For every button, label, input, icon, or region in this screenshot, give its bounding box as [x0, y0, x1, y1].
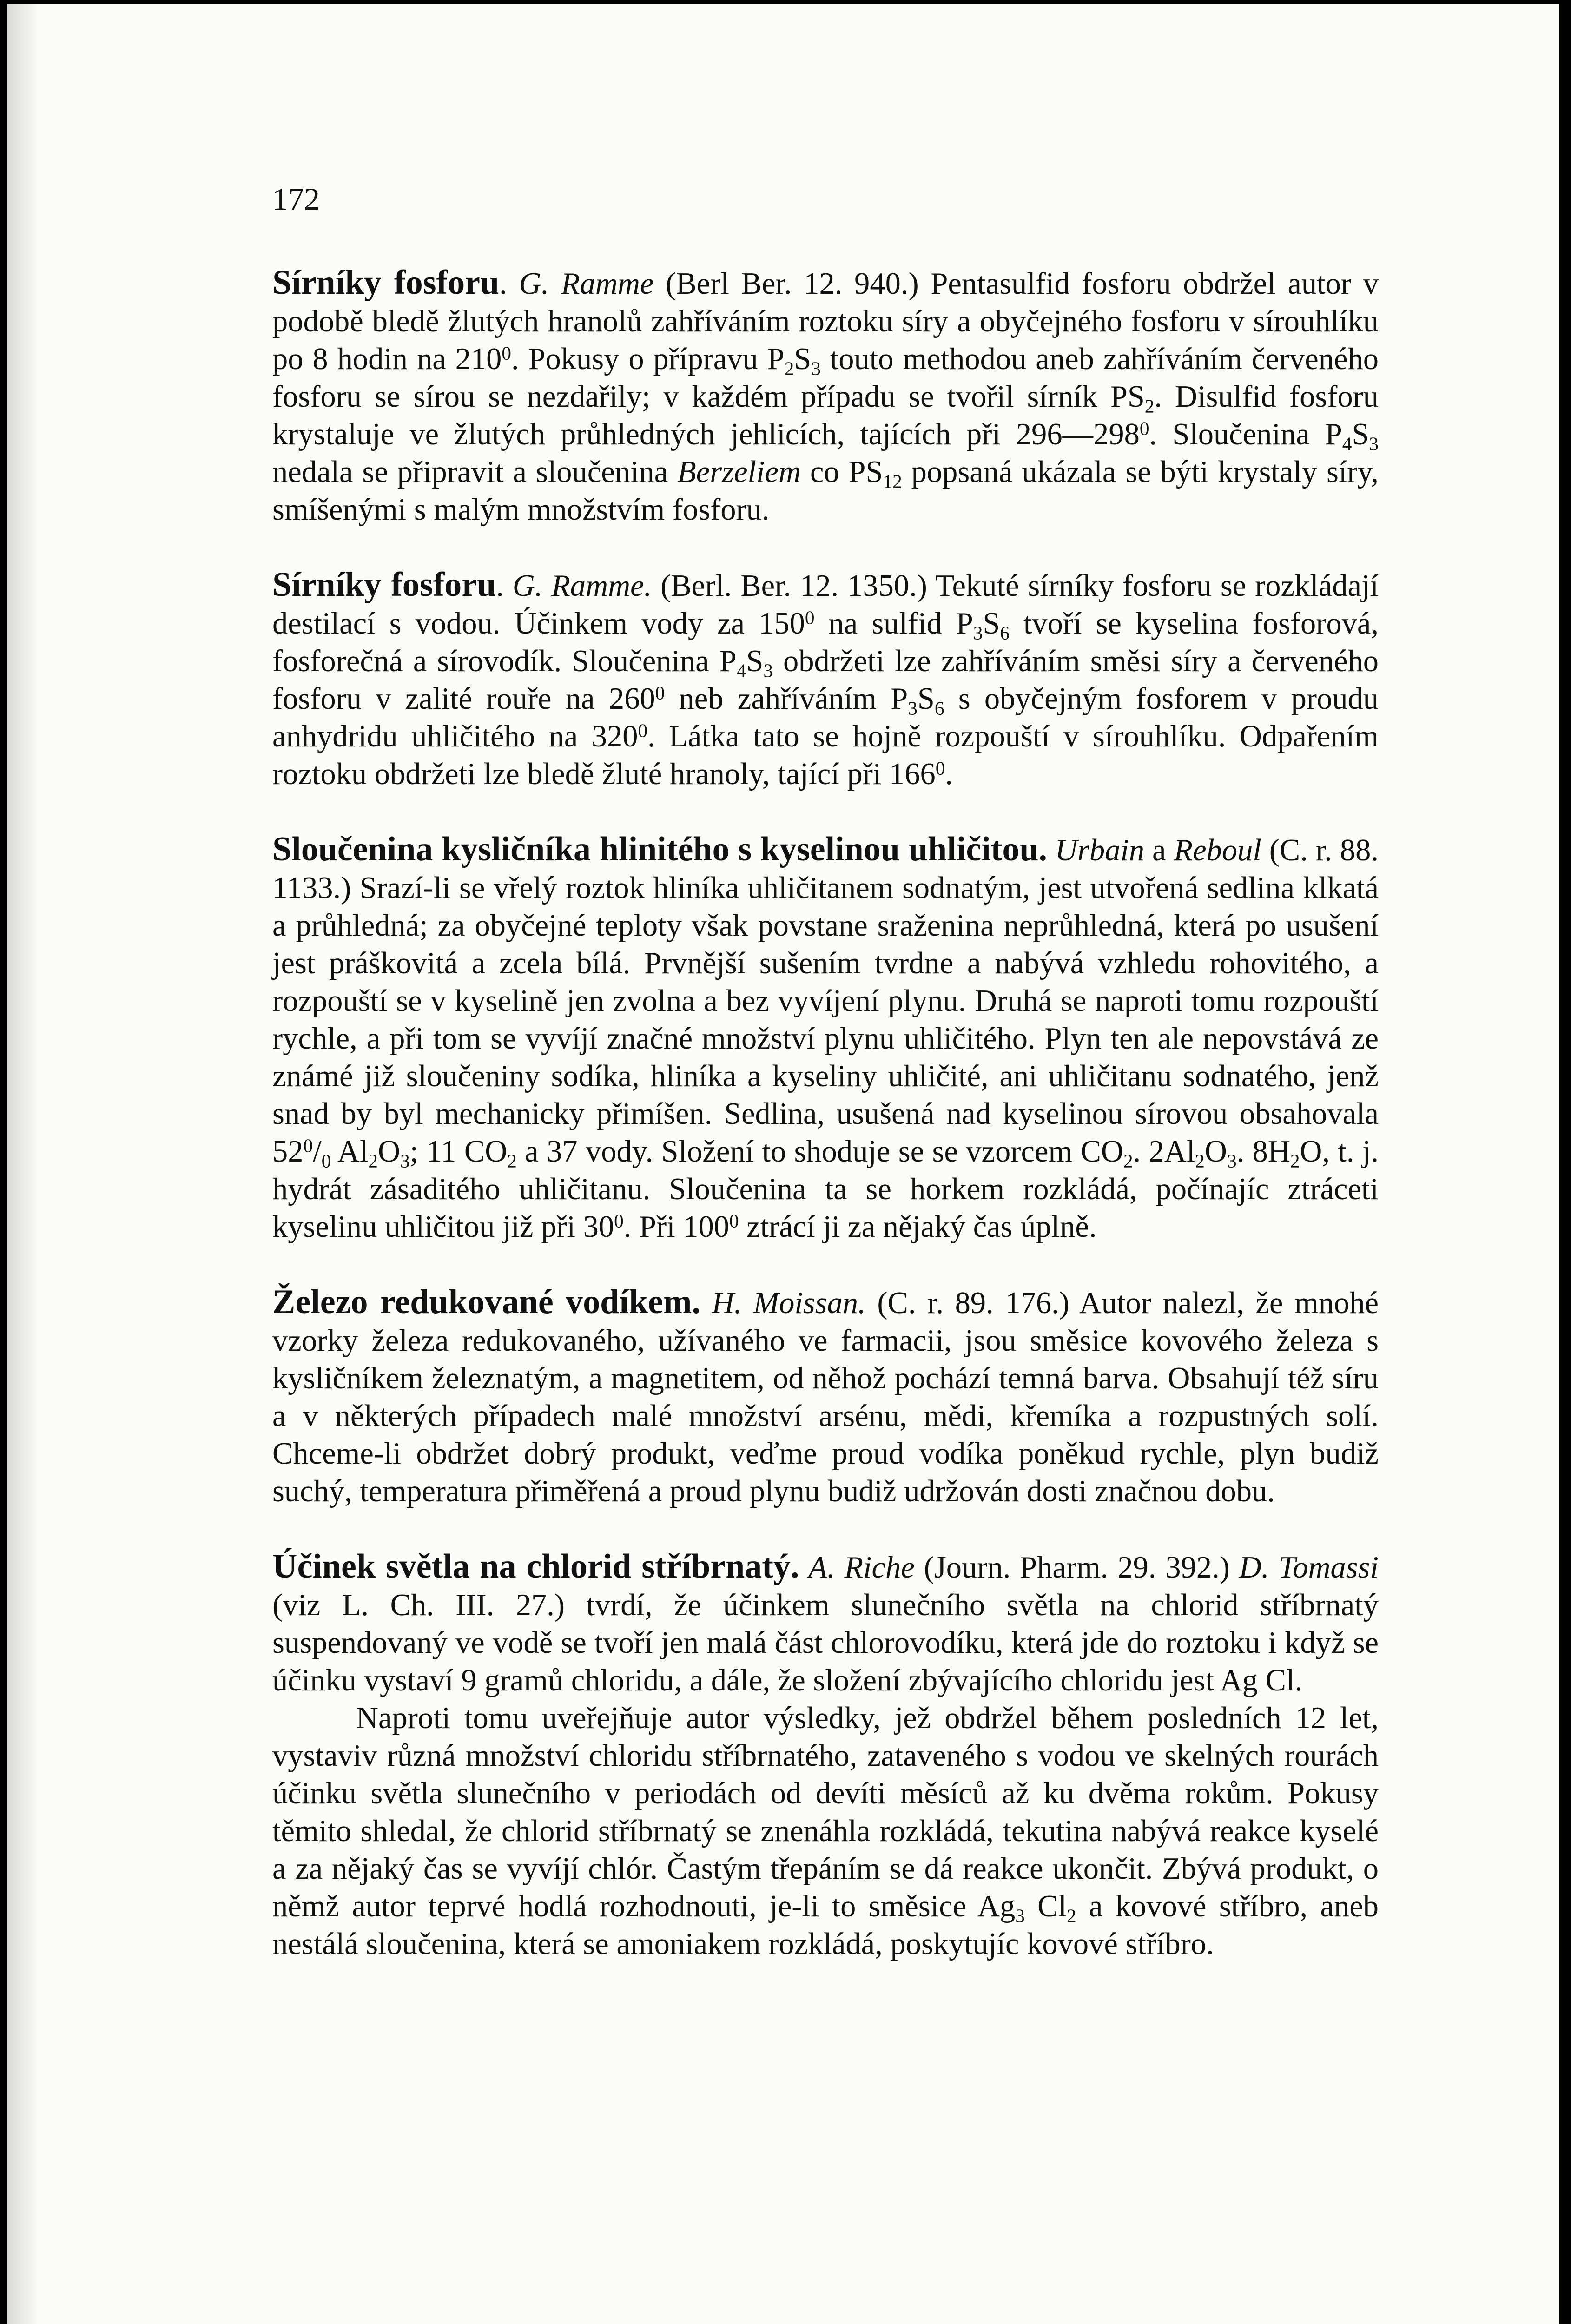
subscript: 0: [321, 1150, 331, 1172]
text-block: [272, 180, 1379, 2000]
italic-text: G. Ramme: [519, 267, 654, 301]
page-number: 172: [272, 181, 320, 217]
article-5: [272, 1548, 1379, 1963]
italic-text: A. Riche: [808, 1551, 915, 1585]
italic-text: H. Moissan.: [712, 1286, 866, 1320]
subscript: 6: [934, 697, 944, 719]
subscript: 3: [763, 660, 773, 681]
italic-text: D. Tomassi: [1239, 1551, 1379, 1585]
superscript: 0: [729, 1210, 739, 1232]
paragraph: [272, 1548, 1379, 1699]
italic-text: G. Ramme.: [512, 569, 652, 603]
article-heading: Sloučenina kysličníka hlinitého s kyselinou uhličitou.: [272, 830, 1048, 868]
text-run: . Pokusy o přípravu P: [511, 342, 785, 376]
italic-text: Urbain: [1055, 833, 1145, 867]
text-run: .: [499, 267, 519, 301]
paragraph: [272, 566, 1379, 793]
superscript: 0: [303, 1135, 313, 1156]
text-run: S: [1352, 417, 1369, 451]
text-run: [799, 1551, 808, 1585]
subscript: 2: [1066, 1905, 1076, 1927]
article-heading: Sírníky fosforu: [272, 566, 496, 604]
text-run: . Při 100: [623, 1210, 729, 1244]
text-run: a 37 vody. Složení to shoduje se se vzorcem CO: [516, 1135, 1123, 1169]
text-run: na sulfid P: [814, 607, 973, 640]
subscript: 2: [1144, 395, 1155, 417]
text-run: tvoří se kyselina fosforová, fosforečná a sírovodík. Sloučenina P: [272, 607, 1379, 678]
text-run: (viz L. Ch. III. 27.) tvrdí, že účinkem slunečního světla na chlorid stříbrnatý suspendovaný ve vodě se tvoří jen malá část chlorovodíku, která jde do roztoku i když se účinku vystaví 9 gramů chloridu, a dále, že složení zbývajícího chloridu jest Ag Cl.: [272, 1588, 1379, 1697]
text-run: /: [313, 1135, 322, 1169]
paragraph: [272, 1699, 1379, 1963]
text-run: . Sloučenina P: [1149, 417, 1342, 451]
subscript: 4: [1342, 433, 1352, 455]
subscript: 2: [1290, 1150, 1300, 1172]
subscript: 3: [973, 622, 983, 644]
text-run: touto methodou aneb zahříváním červeného fosforu se sírou se nezdařily; v každém případu se tvořil sírník PS: [272, 342, 1379, 414]
subscript: 3: [400, 1150, 410, 1172]
subscript: 3: [811, 357, 821, 379]
subscript: 3: [1227, 1150, 1237, 1172]
text-run: S: [917, 682, 935, 716]
superscript: 0: [805, 607, 815, 628]
text-run: . 2Al: [1133, 1135, 1195, 1169]
superscript: 0: [638, 720, 648, 741]
text-run: . Látka tato se hojně rozpouští v sírouhlíku. Odpařením roztoku obdržeti lze bledě žluté hranoly, tající při 166: [272, 720, 1379, 791]
paragraph: [272, 1283, 1379, 1510]
text-run: S: [746, 644, 764, 678]
text-run: . 8H: [1236, 1135, 1290, 1169]
superscript: 0: [935, 757, 945, 779]
subscript: 2: [784, 357, 794, 379]
text-run: (Berl. Ber. 12. 1350.) Tekuté sírníky fosforu se rozkládají destilací s vodou. Účinkem vody za 150: [272, 569, 1379, 640]
text-run: . Disulfid fosforu krystaluje ve žlutých průhledných jehlicích, tajících při 296—298: [272, 380, 1379, 451]
text-run: [700, 1286, 712, 1320]
text-run: (Berl Ber. 12. 940.) Pentasulfid fosforu obdržel autor v podobě bledě žlutých hranolů zahříváním roztoku síry a obyčejného fosforu v sírouhlíku po 8 hodin na 210: [272, 267, 1379, 376]
subscript: 3: [1369, 433, 1379, 455]
articles: [272, 264, 1379, 1963]
text-run: (Journ. Pharm. 29. 392.): [914, 1551, 1239, 1585]
text-run: Al: [331, 1135, 369, 1169]
text-run: (C. r. 88. 1133.) Srazí-li se vřelý roztok hliníka uhličitanem sodnatým, jest utvořená sedlina klkatá a průhledná; za obyčejné teploty však povstane sraženina neprůhledná, která po usušení jest práškovitá a zcela bílá. Prvnější sušením tvrdne a nabývá vzhledu rohovitého, a rozpouští se v kyselině jen zvolna a bez vyvíjení plynu. Druhá se naproti tomu rozpouští rychle, a při tom se vyvíjí značné množství plynu uhličitého. Plyn ten ale nepovstává ze známé již sloučeniny sodíka, hliníka a kyseliny uhličité, ani uhličitanu sodnatého, jenž snad by byl mechanicky přimíšen. Sedlina, usušená nad kyselinou sírovou obsahovala 52: [272, 833, 1379, 1169]
italic-text: Berzeliem: [677, 455, 801, 489]
superscript: 0: [502, 342, 512, 364]
text-run: [1047, 833, 1055, 867]
text-run: S: [794, 342, 812, 376]
text-run: (C. r. 89. 176.) Autor nalezl, že mnohé vzorky železa redukovaného, užívaného ve farmacii, jsou směsice kovového železa s kysličníkem železnatým, a magnetitem, od něhož pochází temná barva. Obsahují též síru a v některých případech malé množství arsénu, mědi, křemíka a rozpustných solí. Chceme-li obdržet dobrý produkt, veďme proud vodíka poněkud rychle, plyn budiž suchý, temperatura přiměřená a proud plynu budiž udržován dosti značnou dobu.: [272, 1286, 1379, 1508]
paragraph: [272, 831, 1379, 1246]
superscript: 0: [614, 1210, 624, 1232]
text-run: a kovové stříbro, aneb nestálá sloučenina, která se amoniakem rozkládá, poskytujíc kovové stříbro.: [272, 1889, 1379, 1961]
text-run: a: [1144, 833, 1174, 867]
text-run: ztrácí ji za nějaký čas úplně.: [739, 1210, 1097, 1244]
article-4: [272, 1283, 1379, 1510]
text-run: S: [983, 607, 1000, 640]
subscript: 12: [883, 470, 902, 492]
text-run: .: [945, 757, 953, 791]
article-heading: Sírníky fosforu: [272, 264, 500, 302]
article-heading: Železo redukované vodíkem.: [272, 1283, 700, 1321]
article-heading: Účinek světla na chlorid stříbrnatý.: [272, 1547, 799, 1585]
superscript: 0: [1139, 417, 1149, 439]
subscript: 3: [1015, 1905, 1025, 1927]
text-run: nedala se připravit a sloučenina: [272, 455, 678, 489]
text-run: popsaná ukázala se býti krystaly síry, smíšenými s malým množstvím fosforu.: [272, 455, 1379, 527]
text-run: O: [378, 1135, 401, 1169]
text-run: neb zahříváním P: [665, 682, 908, 716]
text-run: obdržeti lze zahříváním směsi síry a červeného fosforu v zalité rouře na 260: [272, 644, 1379, 716]
text-run: Naproti tomu uveřejňuje autor výsledky, jež obdržel během posledních 12 let, vystaviv různá množství chloridu stříbrnatého, zataveného s vodou ve skelných rourách účinku světla slunečního v periodách od devíti měsíců až ku dvěma rokům. Pokusy těmito shledal, že chlorid stříbrnatý se znenáhla rozkládá, tekutina nabývá reakce kyselé a za nějaký čas se vyvíjí chlór. Častým třepáním se dá reakce ukončit. Zbývá produkt, o němž autor teprvé hodlá rozhodnouti, je-li to směsice Ag: [272, 1701, 1379, 1923]
text-run: s obyčejným fosforem v proudu anhydridu uhličitého na 320: [272, 682, 1379, 753]
subscript: 6: [1000, 622, 1010, 644]
article-3: [272, 831, 1379, 1246]
subscript: 3: [908, 697, 918, 719]
subscript: 2: [1123, 1150, 1133, 1172]
subscript: 4: [736, 660, 746, 681]
superscript: 0: [655, 682, 665, 704]
paragraph: [272, 264, 1379, 528]
subscript: 2: [507, 1150, 517, 1172]
book-page: [7, 4, 1559, 2324]
page-binding-edge: [7, 4, 39, 2324]
subscript: 2: [368, 1150, 378, 1172]
text-run: Cl: [1024, 1889, 1067, 1923]
italic-text: Reboul: [1174, 833, 1261, 867]
article-2: [272, 566, 1379, 793]
text-run: O: [1204, 1135, 1227, 1169]
text-run: .: [496, 569, 513, 603]
subscript: 2: [1195, 1150, 1205, 1172]
text-run: O, t. j. hydrát zásaditého uhličitanu. Sloučenina ta se horkem rozkládá, počínajíc ztráceti kyselinu uhličitou již při 30: [272, 1135, 1379, 1244]
article-1: [272, 264, 1379, 528]
text-run: ; 11 CO: [409, 1135, 508, 1169]
text-run: co PS: [801, 455, 883, 489]
